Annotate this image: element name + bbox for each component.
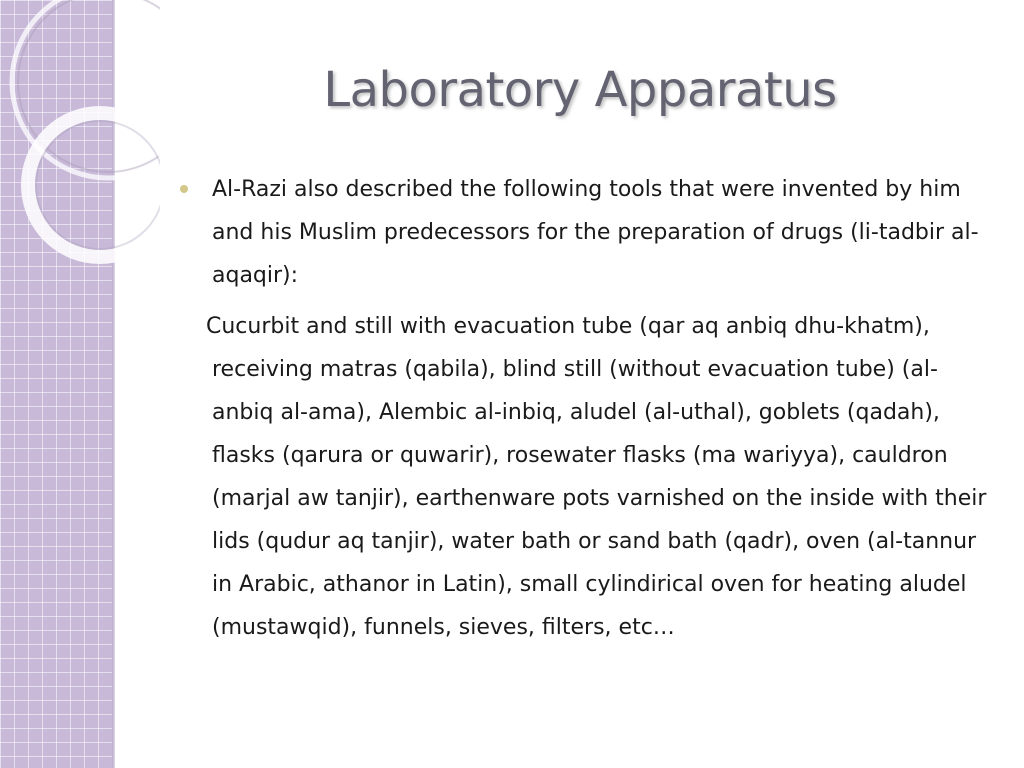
decorative-circles	[0, 0, 160, 290]
apparatus-list-paragraph: Cucurbit and still with evacuation tube (qar aq anbiq dhu-khatm), receiving matras (qabila), blind still (without evacuation tube) (al-anbiq al-ama), Alembic al-inbiq, aludel (al-uthal), goblets (qadah), flasks (qarura or quwarir), rosewater flasks (ma wariyya), cauldron (marjal aw tanjir), earthenware pots varnished on the inside with their lids (qudur aq tanjir), water bath or sand bath (qadr), oven (al-tannur in Arabic, athanor in Latin), small cylindirical oven for heating aludel (mustawqid), funnels, sieves, filters, etc…	[206, 314, 987, 640]
small-ring-shadow	[36, 121, 160, 249]
slide-title: Laboratory Apparatus	[323, 62, 837, 118]
bullet-text: Al-Razi also described the following tools that were invented by him and his Muslim predecessors for the preparation of drugs (li-tadbir al-aqaqir):	[212, 177, 979, 288]
slide-body	[176, 168, 996, 649]
bullet-item	[176, 168, 996, 297]
bullet-icon	[180, 185, 188, 193]
